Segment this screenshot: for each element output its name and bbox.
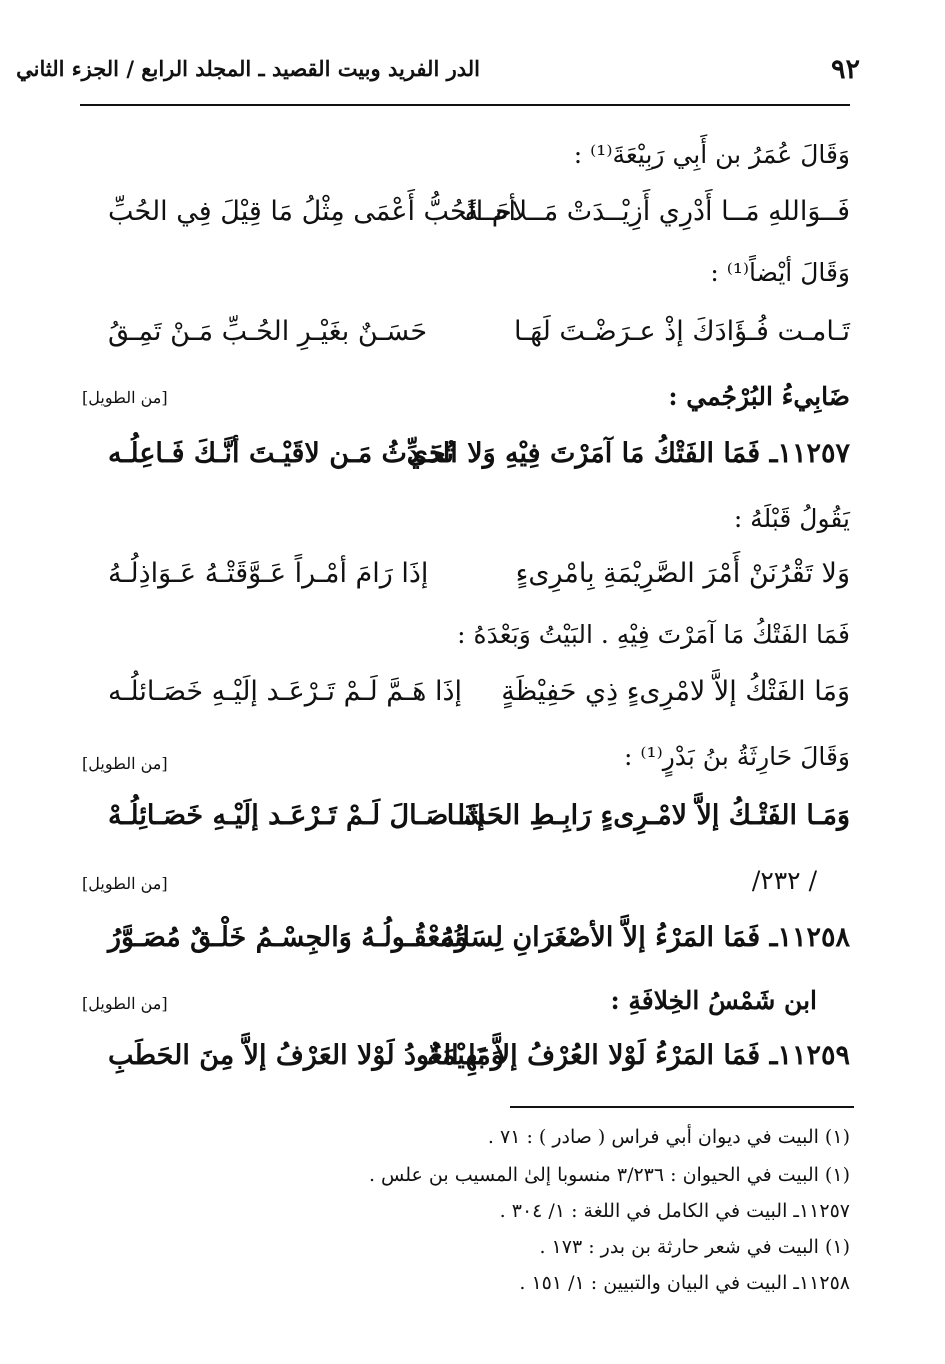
meter-label-1: [من الطويل]	[82, 388, 168, 407]
intro-line-6: وَقَالَ حَارِثَةُ بنُ بَدْرٍ⁽¹⁾ :	[624, 742, 850, 771]
manuscript-page-marker: / ٢٣٢/	[751, 866, 817, 895]
running-header-title: الدر الفريد وبيت القصيد ـ المجلد الرابع / الجزء الثاني	[16, 56, 480, 81]
verse-2-first-hemistich: تَـامـت فُـؤَادَكَ إذْ عـرَضْـتَ لَهَـا	[513, 316, 850, 347]
footnote-4: (١) البيت في شعر حارثة بن بدر : ١٧٣ .	[539, 1236, 850, 1258]
verse-4-second-hemistich: إذَا رَامَ أمْـراً عَـوَّقَتْـهُ عَـوَاذِلُـهُ	[108, 558, 429, 589]
meter-label-4: [من الطويل]	[82, 994, 168, 1013]
verse-2-second-hemistich: حَسَـنٌ بغَيْـرِ الحُـبِّ مَـنْ تَمِـقُ	[108, 316, 428, 347]
footnote-5: ١١٢٥٨ـ البيت في البيان والتبيين : ١/ ١٥١ .	[519, 1272, 850, 1294]
meter-label-2: [من الطويل]	[82, 754, 168, 773]
verse-11257-second-hemistich: تُحَـدِّثُ مَـن لاقَيْـتَ أنَّـكَ فَـاعِلُـه	[108, 438, 455, 469]
verse-11258-second-hemistich: وَمَعْقُـولُـهُ وَالجِسْـمُ خَلْـقٌ مُصَـوَّرُ	[108, 922, 468, 953]
verse-5-first-hemistich: وَمَا الفَتْكُ إلاَّ لامْرِىءٍ ذِي حَفِيْظَةٍ	[501, 676, 850, 707]
page-number: ٩٢	[830, 54, 860, 85]
verse-11259-second-hemistich: وَمَا العُودُ لَوْلا العَرْفُ إلاَّ مِنَ الحَطَبِ	[108, 1040, 504, 1071]
footnote-1: (١) البيت في ديوان أبي فراس ( صادر ) : ٧١ .	[487, 1126, 850, 1148]
verse-11257-first-hemistich: ١١٢٥٧ـ فَمَا الفَتْكُ مَا آمَرْتَ فِيْهِ وَلا الذي	[406, 438, 850, 469]
verse-6-second-hemistich: إذَا صَـالَ لَـمْ تَـرْعَـد إلَيْـهِ خَصَـائِلُـهْ	[108, 800, 485, 831]
intro-line-1: وَقَالَ عُمَرُ بن أَبِي رَبِيْعَةَ⁽¹⁾ :	[573, 140, 850, 169]
header-rule	[80, 104, 850, 106]
verse-1-second-hemistich: أم الحُبُّ أَعْمَى مِثْلُ مَا قِيْلَ فِي الحُبِّ	[108, 196, 517, 227]
poet-name-1: ضَابِيءُ البُرْجُمي :	[668, 382, 850, 411]
verse-1-first-hemistich: فَــوَاللهِ مَــا أَدْرِي أَزِيْــدَتْ مَــلاحَــةً	[464, 196, 850, 227]
meter-label-3: [من الطويل]	[82, 874, 168, 893]
intro-line-5: فَمَا الفَتْكُ مَا آمَرْتَ فِيْهِ . البَيْتُ وَبَعْدَهُ :	[457, 620, 850, 649]
footnote-3: ١١٢٥٧ـ البيت في الكامل في اللغة : ١/ ٣٠٤ .	[499, 1200, 850, 1222]
verse-11258-first-hemistich: ١١٢٥٨ـ فَمَا المَرْءُ إلاَّ الأصْغَرَانِ لِسَانُهُ	[440, 922, 850, 953]
verse-5-second-hemistich: إذَا هَـمَّ لَـمْ تَـرْعَـد إلَيْـهِ خَصَـائلُـه	[108, 676, 463, 707]
verse-6-first-hemistich: وَمَـا الفَتْـكُ إلاَّ لامْـرِىءٍ رَابِـطِ الحَشَـا	[446, 800, 850, 831]
poet-name-2: ابن شَمْسُ الخِلافَةِ :	[610, 986, 817, 1015]
footnote-2: (١) البيت في الحيوان : ٣/٢٣٦ منسوبا إلىٰ المسيب بن علس .	[368, 1164, 850, 1186]
intro-line-4: يَقُولُ قَبْلَهُ :	[733, 504, 850, 533]
verse-4-first-hemistich: وَلا تَقْرُنَنْ أَمْرَ الصَّرِيْمَةِ بِامْرِىءٍ	[515, 558, 850, 589]
footnote-separator	[510, 1106, 854, 1108]
verse-11259-first-hemistich: ١١٢٥٩ـ فَمَا المَرْءُ لَوْلا العُرْفُ إلاَّ بَهِيْمَةٌ	[427, 1040, 850, 1071]
intro-line-2: وَقَالَ أيْضاً⁽¹⁾ :	[710, 258, 850, 287]
